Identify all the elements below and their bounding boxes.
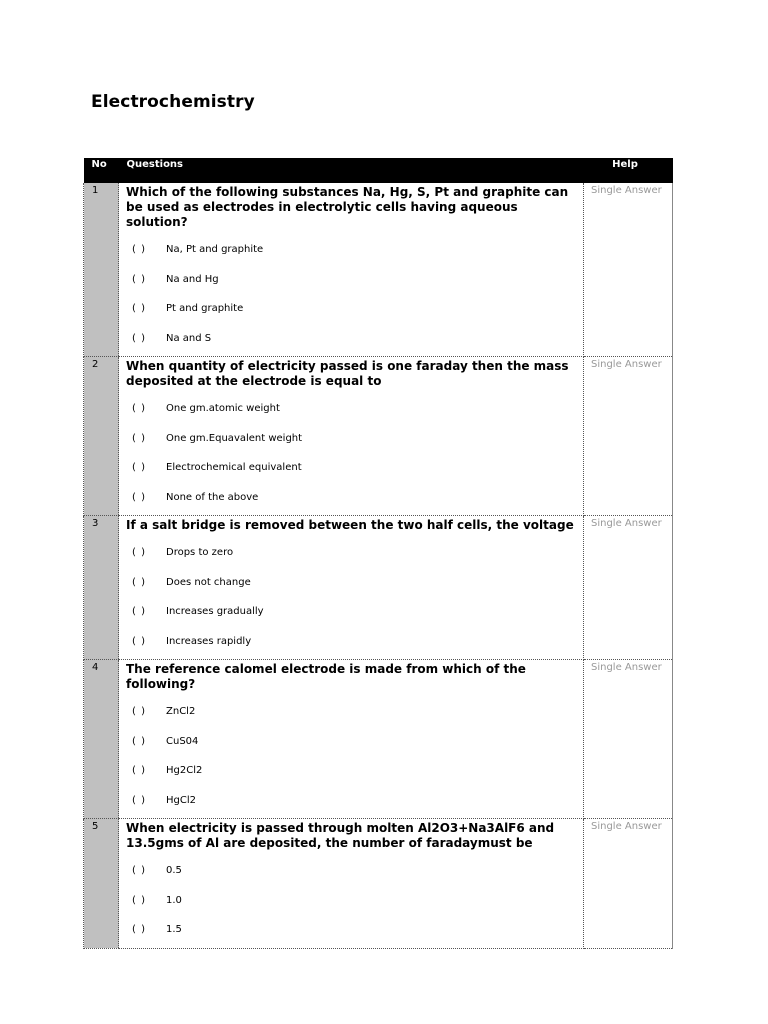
option-label: One gm.atomic weight	[166, 403, 280, 414]
radio-marker[interactable]: ( )	[132, 606, 146, 617]
option-label: Does not change	[166, 576, 251, 588]
option-label: Electrochemical equivalent	[166, 462, 302, 473]
option-label: ZnCl2	[166, 706, 196, 717]
question-number: 2	[84, 357, 119, 516]
question-row	[84, 183, 673, 357]
answer-option[interactable]	[126, 427, 577, 457]
answer-option[interactable]	[126, 327, 577, 357]
radio-marker[interactable]: ( )	[132, 303, 146, 314]
question-number: 1	[84, 183, 119, 357]
question-text: Which of the following substances Na, Hg, S, Pt and graphite can be used as electrodes in electrolytic cells having aqueous solution?	[126, 185, 569, 229]
answer-option[interactable]	[126, 571, 577, 601]
option-label: Drops to zero	[166, 547, 234, 558]
question-text: If a salt bridge is removed between the two half cells, the voltage	[126, 518, 574, 532]
question-cell	[119, 660, 584, 819]
radio-marker[interactable]: ( )	[132, 432, 146, 444]
radio-marker[interactable]: ( )	[132, 462, 146, 473]
question-row	[84, 819, 673, 949]
answer-option[interactable]	[126, 730, 577, 760]
help-text: Single Answer	[584, 660, 673, 819]
header-no: No	[84, 158, 119, 183]
question-text: The reference calomel electrode is made from which of the following?	[126, 662, 526, 691]
table-header-row	[84, 158, 673, 183]
radio-marker[interactable]: ( )	[132, 735, 146, 747]
option-label: Pt and graphite	[166, 303, 244, 314]
question-row	[84, 516, 673, 660]
page-title: Electrochemistry	[91, 92, 255, 112]
answer-option[interactable]	[126, 759, 577, 789]
answer-option[interactable]	[126, 700, 577, 730]
answer-option[interactable]	[126, 486, 577, 516]
radio-marker[interactable]: ( )	[132, 576, 146, 588]
radio-marker[interactable]: ( )	[132, 273, 146, 285]
answer-option[interactable]	[126, 541, 577, 571]
question-cell	[119, 516, 584, 660]
answer-option[interactable]	[126, 859, 577, 889]
option-label: 1.5	[166, 924, 182, 935]
help-text: Single Answer	[584, 516, 673, 660]
answer-option[interactable]	[126, 297, 577, 327]
help-text: Single Answer	[584, 183, 673, 357]
option-label: 1.0	[166, 894, 182, 906]
option-label: CuS04	[166, 735, 199, 747]
question-cell	[119, 183, 584, 357]
radio-marker[interactable]: ( )	[132, 706, 146, 717]
question-text: When electricity is passed through molten Al2O3+Na3AlF6 and 13.5gms of Al are deposited, the number of faradaymust be	[126, 821, 555, 850]
option-label: One gm.Equavalent weight	[166, 432, 303, 444]
header-help: Help	[584, 158, 673, 183]
answer-option[interactable]	[126, 268, 577, 298]
question-row	[84, 357, 673, 516]
answer-option[interactable]	[126, 456, 577, 486]
radio-marker[interactable]: ( )	[132, 491, 146, 503]
radio-marker[interactable]: ( )	[132, 403, 146, 414]
option-label: None of the above	[166, 491, 259, 503]
option-label: Na, Pt and graphite	[166, 244, 264, 255]
option-label: Increases rapidly	[166, 635, 252, 647]
option-label: HgCl2	[166, 794, 196, 806]
question-text: When quantity of electricity passed is one faraday then the mass deposited at the electrode is equal to	[126, 359, 569, 388]
answer-option[interactable]	[126, 600, 577, 630]
radio-marker[interactable]: ( )	[132, 765, 146, 776]
question-cell	[119, 357, 584, 516]
help-text: Single Answer	[584, 357, 673, 516]
option-label: 0.5	[166, 865, 182, 876]
radio-marker[interactable]: ( )	[132, 924, 146, 935]
answer-option[interactable]	[126, 238, 577, 268]
answer-option[interactable]	[126, 630, 577, 660]
radio-marker[interactable]: ( )	[132, 794, 146, 806]
answer-option[interactable]	[126, 889, 577, 919]
question-number: 3	[84, 516, 119, 660]
answer-option[interactable]	[126, 397, 577, 427]
radio-marker[interactable]: ( )	[132, 635, 146, 647]
questions-table	[83, 158, 673, 949]
answer-option[interactable]	[126, 918, 577, 948]
option-label: Na and Hg	[166, 273, 219, 285]
option-label: Increases gradually	[166, 606, 264, 617]
option-label: Na and S	[166, 332, 212, 344]
header-questions: Questions	[119, 158, 584, 183]
option-label: Hg2Cl2	[166, 765, 203, 776]
help-text: Single Answer	[584, 819, 673, 949]
answer-option[interactable]	[126, 789, 577, 819]
question-row	[84, 660, 673, 819]
radio-marker[interactable]: ( )	[132, 894, 146, 906]
radio-marker[interactable]: ( )	[132, 332, 146, 344]
question-number: 5	[84, 819, 119, 949]
question-number: 4	[84, 660, 119, 819]
radio-marker[interactable]: ( )	[132, 244, 146, 255]
radio-marker[interactable]: ( )	[132, 865, 146, 876]
question-cell	[119, 819, 584, 949]
radio-marker[interactable]: ( )	[132, 547, 146, 558]
